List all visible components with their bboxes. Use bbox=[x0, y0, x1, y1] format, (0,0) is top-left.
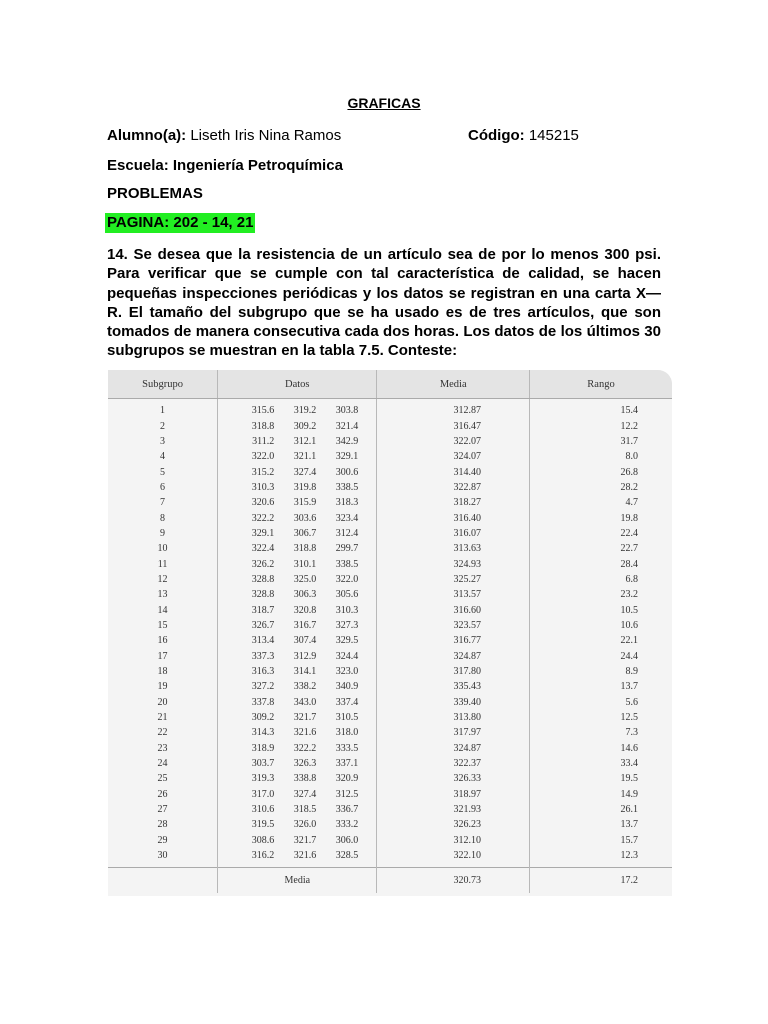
media-cell: 325.27 bbox=[377, 572, 530, 587]
media-cell: 323.57 bbox=[377, 618, 530, 633]
rango-cell: 15.4 bbox=[620, 405, 638, 417]
subgrupo-cell: 7 bbox=[108, 495, 218, 510]
datos-cell bbox=[218, 756, 377, 771]
table-row bbox=[108, 817, 672, 832]
header-subgrupo: Subgrupo bbox=[108, 370, 218, 399]
dato-value: 306.3 bbox=[293, 589, 317, 601]
table-row bbox=[108, 649, 672, 664]
section-heading: PROBLEMAS bbox=[107, 185, 203, 202]
table-row bbox=[108, 480, 672, 495]
dato-value: 323.0 bbox=[335, 666, 359, 678]
dato-value: 338.5 bbox=[335, 558, 359, 570]
media-cell: 322.37 bbox=[377, 756, 530, 771]
dato-value: 314.1 bbox=[293, 666, 317, 678]
dato-value: 318.8 bbox=[293, 543, 317, 555]
code-label: Código: bbox=[468, 127, 525, 144]
table-row bbox=[108, 664, 672, 679]
table-row bbox=[108, 725, 672, 740]
pagina-highlight: PAGINA: 202 - 14, 21 bbox=[107, 214, 254, 231]
rango-cell: 19.8 bbox=[620, 512, 638, 524]
datos-cell bbox=[218, 495, 377, 510]
subgrupo-cell: 16 bbox=[108, 633, 218, 648]
dato-value: 333.2 bbox=[335, 819, 359, 831]
rango-cell: 26.8 bbox=[620, 466, 638, 478]
media-cell: 322.07 bbox=[377, 434, 530, 449]
rango-cell: 26.1 bbox=[620, 804, 638, 816]
subgrupo-cell: 3 bbox=[108, 434, 218, 449]
media-cell: 324.93 bbox=[377, 556, 530, 571]
table-row bbox=[108, 710, 672, 725]
dato-value: 328.8 bbox=[251, 573, 275, 585]
rango-cell: 15.7 bbox=[620, 834, 638, 846]
subgrupo-cell: 23 bbox=[108, 741, 218, 756]
dato-value: 320.6 bbox=[251, 497, 275, 509]
data-table bbox=[108, 370, 672, 893]
dato-value: 320.9 bbox=[335, 773, 359, 785]
datos-cell bbox=[218, 833, 377, 848]
dato-value: 315.2 bbox=[251, 466, 275, 478]
dato-value: 318.5 bbox=[293, 804, 317, 816]
table-row bbox=[108, 771, 672, 786]
dato-value: 323.4 bbox=[335, 512, 359, 524]
datos-cell bbox=[218, 399, 377, 419]
dato-value: 314.3 bbox=[251, 727, 275, 739]
dato-value: 309.2 bbox=[251, 712, 275, 724]
subgrupo-cell: 24 bbox=[108, 756, 218, 771]
datos-cell bbox=[218, 848, 377, 868]
dato-value: 318.7 bbox=[251, 604, 275, 616]
table-row bbox=[108, 541, 672, 556]
media-cell: 335.43 bbox=[377, 679, 530, 694]
table-row bbox=[108, 526, 672, 541]
dato-value: 316.7 bbox=[293, 619, 317, 631]
rango-cell: 13.7 bbox=[620, 819, 638, 831]
subgrupo-cell: 20 bbox=[108, 695, 218, 710]
dato-value: 319.5 bbox=[251, 819, 275, 831]
rango-cell: 8.0 bbox=[625, 451, 638, 463]
rango-cell: 10.6 bbox=[620, 619, 638, 631]
table-row bbox=[108, 495, 672, 510]
subgrupo-cell: 30 bbox=[108, 848, 218, 868]
datos-cell bbox=[218, 725, 377, 740]
student-name: Liseth Iris Nina Ramos bbox=[190, 127, 342, 144]
table-row bbox=[108, 756, 672, 771]
table-row bbox=[108, 695, 672, 710]
subgrupo-cell: 2 bbox=[108, 418, 218, 433]
rango-cell: 28.2 bbox=[620, 481, 638, 493]
media-cell: 318.27 bbox=[377, 495, 530, 510]
dato-value: 321.6 bbox=[293, 850, 317, 862]
table-row bbox=[108, 464, 672, 479]
rango-cell: 6.8 bbox=[625, 573, 638, 585]
dato-value: 322.0 bbox=[251, 451, 275, 463]
dato-value: 343.0 bbox=[293, 696, 317, 708]
datos-cell bbox=[218, 649, 377, 664]
problem-statement: 14. Se desea que la resistencia de un artículo sea de por lo menos 300 psi. Para verificar que se cumple con tal característica de calidad, se hacen pequeñas inspecciones periódicas y los datos se registran en una carta X—R. El tamaño del subgrupo que se ha usado es de tres artículos, que son tomados de manera consecutiva cada dos horas. Los datos de los últimos 30 subgrupos se muestran en la tabla 7.5. Conteste: bbox=[107, 246, 661, 360]
dato-value: 322.0 bbox=[335, 573, 359, 585]
media-cell: 324.87 bbox=[377, 649, 530, 664]
datos-cell bbox=[218, 449, 377, 464]
rango-cell: 19.5 bbox=[620, 773, 638, 785]
dato-value: 329.1 bbox=[251, 527, 275, 539]
subgrupo-cell: 8 bbox=[108, 510, 218, 525]
dato-value: 338.8 bbox=[293, 773, 317, 785]
subgrupo-cell: 22 bbox=[108, 725, 218, 740]
subgrupo-cell: 17 bbox=[108, 649, 218, 664]
dato-value: 317.0 bbox=[251, 788, 275, 800]
datos-cell bbox=[218, 802, 377, 817]
dato-value: 333.5 bbox=[335, 742, 359, 754]
subgrupo-cell: 21 bbox=[108, 710, 218, 725]
media-cell: 324.07 bbox=[377, 449, 530, 464]
datos-cell bbox=[218, 572, 377, 587]
dato-value: 316.2 bbox=[251, 850, 275, 862]
media-cell: 317.97 bbox=[377, 725, 530, 740]
dato-value: 328.5 bbox=[335, 850, 359, 862]
dato-value: 327.4 bbox=[293, 788, 317, 800]
dato-value: 318.3 bbox=[335, 497, 359, 509]
dato-value: 328.8 bbox=[251, 589, 275, 601]
table-row bbox=[108, 802, 672, 817]
datos-cell bbox=[218, 587, 377, 602]
rango-cell: 14.9 bbox=[620, 788, 638, 800]
table-row bbox=[108, 418, 672, 433]
table-header-row bbox=[108, 370, 672, 399]
subgrupo-cell: 13 bbox=[108, 587, 218, 602]
table-footer-row bbox=[108, 868, 672, 894]
media-cell: 313.63 bbox=[377, 541, 530, 556]
datos-cell bbox=[218, 664, 377, 679]
dato-value: 321.6 bbox=[293, 727, 317, 739]
dato-value: 322.2 bbox=[293, 742, 317, 754]
subgrupo-cell: 29 bbox=[108, 833, 218, 848]
media-cell: 313.57 bbox=[377, 587, 530, 602]
subgrupo-cell: 26 bbox=[108, 787, 218, 802]
dato-value: 325.0 bbox=[293, 573, 317, 585]
subgrupo-cell: 11 bbox=[108, 556, 218, 571]
datos-cell bbox=[218, 787, 377, 802]
dato-value: 300.6 bbox=[335, 466, 359, 478]
table-row bbox=[108, 787, 672, 802]
header-rango: Rango bbox=[530, 370, 672, 399]
dato-value: 318.8 bbox=[251, 420, 275, 432]
table-row bbox=[108, 741, 672, 756]
dato-value: 312.1 bbox=[293, 435, 317, 447]
table-row bbox=[108, 556, 672, 571]
media-cell: 321.93 bbox=[377, 802, 530, 817]
media-cell: 318.97 bbox=[377, 787, 530, 802]
dato-value: 315.9 bbox=[293, 497, 317, 509]
footer-empty-cell bbox=[108, 868, 218, 894]
datos-cell bbox=[218, 771, 377, 786]
dato-value: 324.4 bbox=[335, 650, 359, 662]
dato-value: 342.9 bbox=[335, 435, 359, 447]
table-row bbox=[108, 510, 672, 525]
dato-value: 306.7 bbox=[293, 527, 317, 539]
dato-value: 316.3 bbox=[251, 666, 275, 678]
dato-value: 326.7 bbox=[251, 619, 275, 631]
subgrupo-cell: 1 bbox=[108, 399, 218, 419]
rango-cell: 22.4 bbox=[620, 527, 638, 539]
dato-value: 307.4 bbox=[293, 635, 317, 647]
rango-cell: 5.6 bbox=[625, 696, 638, 708]
media-cell: 324.87 bbox=[377, 741, 530, 756]
media-cell: 316.40 bbox=[377, 510, 530, 525]
media-cell: 316.60 bbox=[377, 602, 530, 617]
dato-value: 338.5 bbox=[335, 481, 359, 493]
rango-cell: 22.1 bbox=[620, 635, 638, 647]
media-cell: 314.40 bbox=[377, 464, 530, 479]
rango-cell: 12.3 bbox=[620, 850, 638, 862]
dato-value: 303.8 bbox=[335, 405, 359, 417]
subgrupo-cell: 15 bbox=[108, 618, 218, 633]
table-row bbox=[108, 633, 672, 648]
header-media: Media bbox=[377, 370, 530, 399]
dato-value: 337.8 bbox=[251, 696, 275, 708]
datos-cell bbox=[218, 418, 377, 433]
dato-value: 319.3 bbox=[251, 773, 275, 785]
dato-value: 315.6 bbox=[251, 405, 275, 417]
media-cell: 312.87 bbox=[377, 399, 530, 419]
media-cell: 316.77 bbox=[377, 633, 530, 648]
datos-cell bbox=[218, 817, 377, 832]
dato-value: 322.2 bbox=[251, 512, 275, 524]
rango-cell: 12.2 bbox=[620, 420, 638, 432]
table-row bbox=[108, 572, 672, 587]
dato-value: 327.3 bbox=[335, 619, 359, 631]
table-row bbox=[108, 848, 672, 868]
dato-value: 337.3 bbox=[251, 650, 275, 662]
dato-value: 336.7 bbox=[335, 804, 359, 816]
rango-cell: 12.5 bbox=[620, 712, 638, 724]
dato-value: 321.7 bbox=[293, 834, 317, 846]
rango-cell: 4.7 bbox=[625, 497, 638, 509]
table-row bbox=[108, 602, 672, 617]
dato-value: 329.1 bbox=[335, 451, 359, 463]
rango-cell: 10.5 bbox=[620, 604, 638, 616]
dato-value: 303.6 bbox=[293, 512, 317, 524]
rango-cell: 33.4 bbox=[620, 758, 638, 770]
dato-value: 329.5 bbox=[335, 635, 359, 647]
dato-value: 318.0 bbox=[335, 727, 359, 739]
table-row bbox=[108, 679, 672, 694]
rango-cell: 7.3 bbox=[625, 727, 638, 739]
datos-cell bbox=[218, 434, 377, 449]
subgrupo-cell: 4 bbox=[108, 449, 218, 464]
footer-media-cell: 320.73 bbox=[377, 868, 530, 894]
media-cell: 326.33 bbox=[377, 771, 530, 786]
dato-value: 313.4 bbox=[251, 635, 275, 647]
subgrupo-cell: 12 bbox=[108, 572, 218, 587]
media-cell: 322.87 bbox=[377, 480, 530, 495]
subgrupo-cell: 14 bbox=[108, 602, 218, 617]
footer-rango-cell: 17.2 bbox=[530, 868, 672, 894]
student-label: Alumno(a): bbox=[107, 127, 187, 144]
dato-value: 321.1 bbox=[293, 451, 317, 463]
subgrupo-cell: 25 bbox=[108, 771, 218, 786]
dato-value: 312.4 bbox=[335, 527, 359, 539]
rango-cell: 8.9 bbox=[625, 666, 638, 678]
header-datos: Datos bbox=[218, 370, 377, 399]
dato-value: 318.9 bbox=[251, 742, 275, 754]
subgrupo-cell: 19 bbox=[108, 679, 218, 694]
datos-cell bbox=[218, 602, 377, 617]
table-row bbox=[108, 399, 672, 419]
rango-cell: 24.4 bbox=[620, 650, 638, 662]
dato-value: 321.7 bbox=[293, 712, 317, 724]
dato-value: 337.1 bbox=[335, 758, 359, 770]
data-table-image bbox=[108, 370, 672, 896]
rango-cell: 14.6 bbox=[620, 742, 638, 754]
dato-value: 310.3 bbox=[335, 604, 359, 616]
dato-value: 303.7 bbox=[251, 758, 275, 770]
subgrupo-cell: 9 bbox=[108, 526, 218, 541]
dato-value: 338.2 bbox=[293, 681, 317, 693]
datos-cell bbox=[218, 741, 377, 756]
dato-value: 311.2 bbox=[252, 435, 275, 447]
datos-cell bbox=[218, 526, 377, 541]
student-line bbox=[107, 127, 341, 144]
code-line bbox=[468, 127, 579, 144]
subgrupo-cell: 28 bbox=[108, 817, 218, 832]
subgrupo-cell: 6 bbox=[108, 480, 218, 495]
rango-cell: 13.7 bbox=[620, 681, 638, 693]
dato-value: 337.4 bbox=[335, 696, 359, 708]
media-cell: 339.40 bbox=[377, 695, 530, 710]
dato-value: 327.2 bbox=[251, 681, 275, 693]
table-row bbox=[108, 587, 672, 602]
media-cell: 316.07 bbox=[377, 526, 530, 541]
datos-cell bbox=[218, 618, 377, 633]
subgrupo-cell: 10 bbox=[108, 541, 218, 556]
dato-value: 308.6 bbox=[251, 834, 275, 846]
dato-value: 299.7 bbox=[335, 543, 359, 555]
media-cell: 326.23 bbox=[377, 817, 530, 832]
media-cell: 313.80 bbox=[377, 710, 530, 725]
dato-value: 312.9 bbox=[293, 650, 317, 662]
datos-cell bbox=[218, 510, 377, 525]
dato-value: 340.9 bbox=[335, 681, 359, 693]
media-cell: 322.10 bbox=[377, 848, 530, 868]
dato-value: 310.1 bbox=[293, 558, 317, 570]
dato-value: 306.0 bbox=[335, 834, 359, 846]
subgrupo-cell: 18 bbox=[108, 664, 218, 679]
subgrupo-cell: 27 bbox=[108, 802, 218, 817]
dato-value: 309.2 bbox=[293, 420, 317, 432]
datos-cell bbox=[218, 633, 377, 648]
subgrupo-cell: 5 bbox=[108, 464, 218, 479]
dato-value: 319.2 bbox=[293, 405, 317, 417]
rango-cell: 23.2 bbox=[620, 589, 638, 601]
datos-cell bbox=[218, 541, 377, 556]
datos-cell bbox=[218, 679, 377, 694]
document-title: GRAFICAS bbox=[347, 95, 421, 111]
datos-cell bbox=[218, 480, 377, 495]
school-line: Escuela: Ingeniería Petroquímica bbox=[107, 157, 343, 174]
dato-value: 312.5 bbox=[335, 788, 359, 800]
table-row bbox=[108, 618, 672, 633]
datos-cell bbox=[218, 710, 377, 725]
media-cell: 312.10 bbox=[377, 833, 530, 848]
media-cell: 317.80 bbox=[377, 664, 530, 679]
dato-value: 326.2 bbox=[251, 558, 275, 570]
table-body bbox=[108, 399, 672, 894]
datos-cell bbox=[218, 556, 377, 571]
dato-value: 310.6 bbox=[251, 804, 275, 816]
rango-cell: 28.4 bbox=[620, 558, 638, 570]
table-row bbox=[108, 833, 672, 848]
rango-cell: 22.7 bbox=[620, 543, 638, 555]
dato-value: 321.4 bbox=[335, 420, 359, 432]
dato-value: 305.6 bbox=[335, 589, 359, 601]
media-cell: 316.47 bbox=[377, 418, 530, 433]
dato-value: 322.4 bbox=[251, 543, 275, 555]
datos-cell bbox=[218, 464, 377, 479]
datos-cell bbox=[218, 695, 377, 710]
table-row bbox=[108, 434, 672, 449]
dato-value: 319.8 bbox=[293, 481, 317, 493]
dato-value: 326.3 bbox=[293, 758, 317, 770]
table-row bbox=[108, 449, 672, 464]
dato-value: 310.3 bbox=[251, 481, 275, 493]
dato-value: 310.5 bbox=[335, 712, 359, 724]
footer-label-cell: Media bbox=[218, 868, 377, 894]
dato-value: 326.0 bbox=[293, 819, 317, 831]
rango-cell: 31.7 bbox=[620, 435, 638, 447]
dato-value: 320.8 bbox=[293, 604, 317, 616]
dato-value: 327.4 bbox=[293, 466, 317, 478]
code-value: 145215 bbox=[528, 127, 579, 144]
